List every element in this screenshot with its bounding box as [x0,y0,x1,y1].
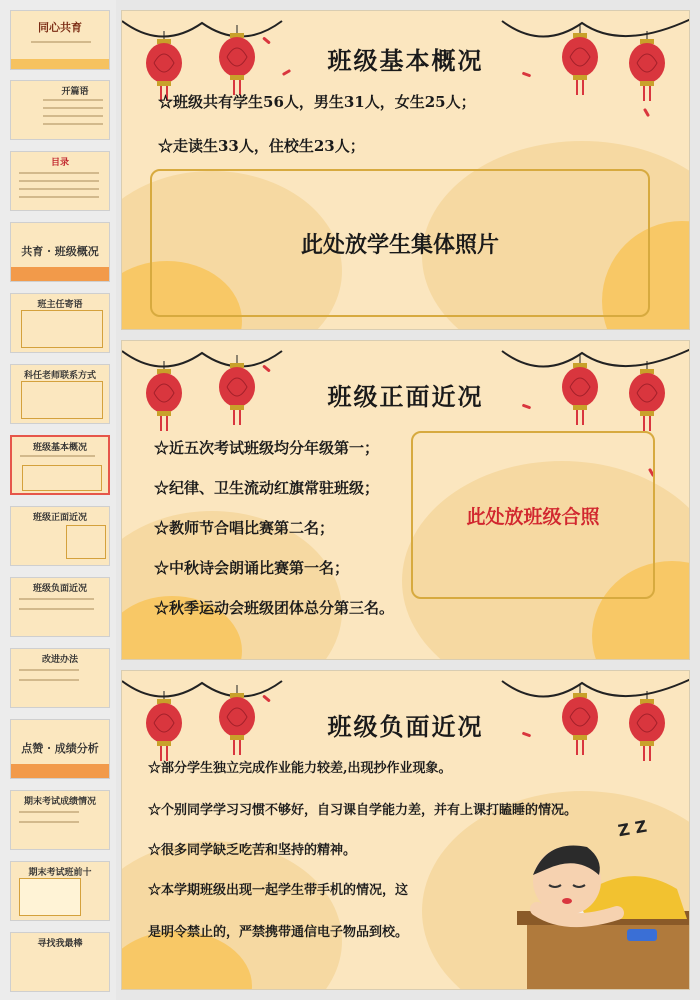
bullet-text: ☆走读生33人，住校生23人； [158,137,365,155]
slide-thumbnail-11[interactable]: 点赞 · 成绩分析 [10,719,110,779]
slide-thumbnail-3[interactable]: 目录 [10,151,110,211]
confetti [643,108,650,117]
bullet-text: ☆很多同学缺乏吃苦和坚持的精神。 [148,843,357,858]
slide-thumbnail-2[interactable]: 开篇语 [10,80,110,140]
slide-thumbnail-12[interactable]: 期末考试成绩情况 [10,790,110,850]
sleep-z-icon: Z Z [616,816,649,841]
slide-title: 班级正面近况 [327,382,484,411]
class-photo-placeholder[interactable]: 此处放班级合照 [411,431,655,599]
slide-thumbnail-5[interactable]: 班主任寄语 [10,293,110,353]
slide-thumbnail-13[interactable]: 期末考试班前十 [10,861,110,921]
bullet-text: ☆近五次考试班级均分年级第一； [154,439,380,457]
slide-thumbnail-1[interactable]: 同心共育 [10,10,110,70]
slide-thumbnail-8[interactable]: 班级正面近况 [10,506,110,566]
slide-thumbnail-10[interactable]: 改进办法 [10,648,110,708]
bullet-text: ☆秋季运动会班级团体总分第三名。 [154,599,395,617]
bullet-text: 是明令禁止的，严禁携带通信电子物品到校。 [148,925,409,940]
slide-thumbnail-6[interactable]: 科任老师联系方式 [10,364,110,424]
slide-positive-status [121,340,690,660]
bullet-text: ☆部分学生独立完成作业能力较差,出现抄作业现象。 [148,761,452,776]
bullet-text: ☆教师节合唱比赛第二名； [154,519,335,537]
slide-title: 班级基本概况 [327,46,484,75]
sleeping-student-illustration [507,816,690,990]
slide-negative-status [121,670,690,990]
group-photo-placeholder[interactable]: 此处放学生集体照片 [150,169,650,317]
slide-thumbnail-14[interactable]: 寻找我最棒 [10,932,110,992]
bullet-text: ☆中秋诗会朗诵比赛第一名； [154,559,350,577]
bullet-text: ☆班级共有学生56人，男生31人，女生25人； [158,93,476,111]
slide-thumbnail-9[interactable]: 班级负面近况 [10,577,110,637]
bullet-text: ☆本学期班级出现一起学生带手机的情况，这 [148,883,409,898]
slide-class-overview [121,10,690,330]
bullet-text: ☆个别同学学习习惯不够好，自习课自学能力差，并有上课打瞌睡的情况。 [148,803,578,818]
slide-thumbnail-4[interactable]: 共育 · 班级概况 [10,222,110,282]
bullet-text: ☆纪律、卫生流动红旗常驻班级； [154,479,380,497]
slide-thumbnail-7[interactable]: 班级基本概况 [10,435,110,495]
slide-title: 班级负面近况 [327,712,484,741]
slide-thumbnail-panel [0,0,116,1000]
